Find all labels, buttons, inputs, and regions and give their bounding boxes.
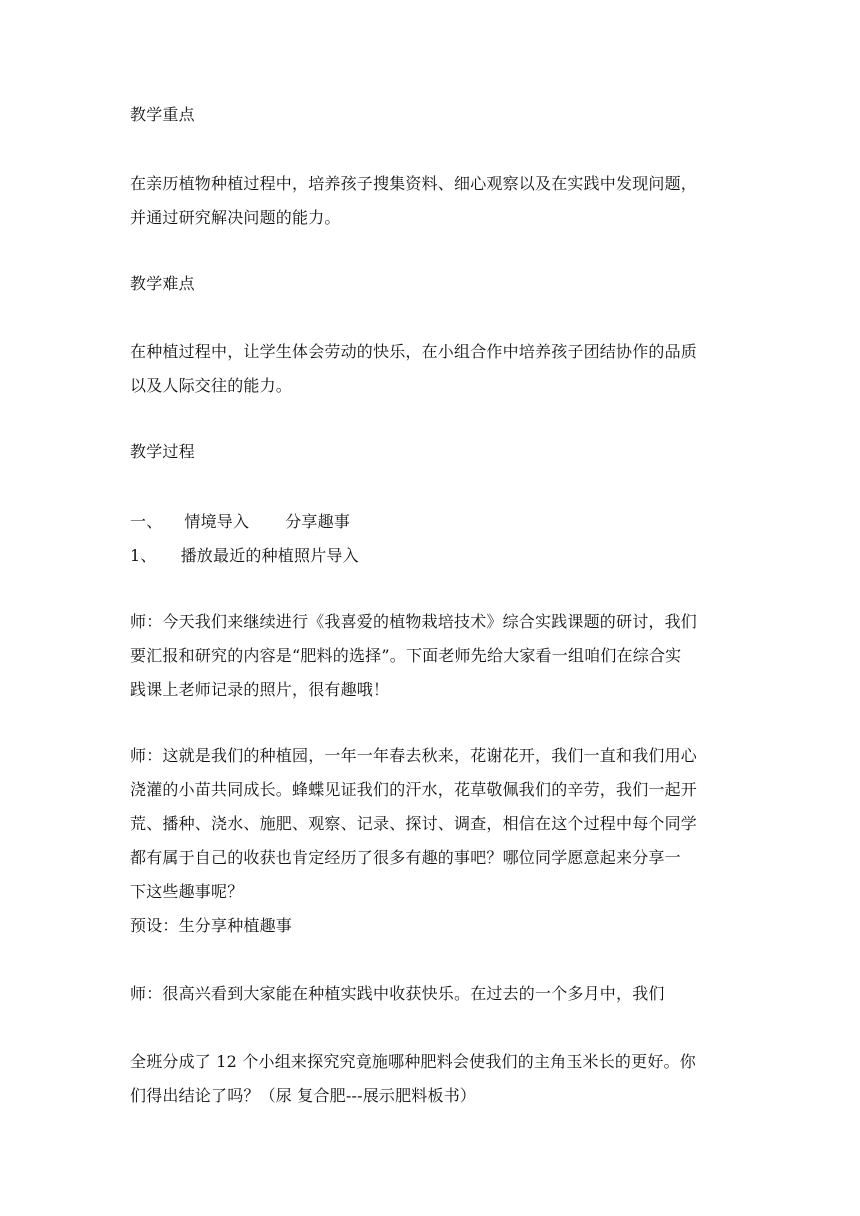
key-points-line-1: 在亲历植物种植过程中，培养孩子搜集资料、细心观察以及在实践中发现问题， <box>130 174 698 193</box>
para-2-line-1: 师：这就是我们的种植园，一年一年春去秋来，花谢花开，我们一直和我们用心 <box>130 746 698 765</box>
para-2-line-5: 下这些趣事呢？ <box>130 882 244 901</box>
para-2-line-2: 浇灌的小苗共同成长。蜂蝶见证我们的汗水，花草敬佩我们的辛劳，我们一起开 <box>130 780 698 799</box>
para-4-line-1: 全班分成了 12 个小组来探究究竟施哪种肥料会使我们的主角玉米长的更好。你 <box>130 1052 696 1071</box>
preset-line: 预设：生分享种植趣事 <box>130 916 293 935</box>
item-1 <box>130 546 750 566</box>
para-1-line-2: 要汇报和研究的内容是“肥料的选择”。下面老师先给大家看一组咱们在综合实 <box>130 646 682 665</box>
heading-key-points: 教学重点 <box>130 105 195 124</box>
key-points-line-2: 并通过研究解决问题的能力。 <box>130 208 341 227</box>
section-1-heading <box>130 512 750 532</box>
para-1-line-1: 师：今天我们来继续进行《我喜爱的植物栽培技术》综合实践课题的研讨，我们 <box>130 612 698 631</box>
item-1-text: 播放最近的种植照片导入 <box>180 546 359 565</box>
difficulties-line-1: 在种植过程中，让学生体会劳动的快乐，在小组合作中培养孩子团结协作的品质 <box>130 342 698 361</box>
para-4-line-2: 们得出结论了吗？（尿 复合肥---展示肥料板书） <box>130 1086 477 1105</box>
heading-difficulties: 教学难点 <box>130 274 195 293</box>
para-2-line-3: 荒、播种、浇水、施肥、观察、记录、探讨、调查，相信在这个过程中每个同学 <box>130 814 698 833</box>
difficulties-line-2: 以及人际交往的能力。 <box>130 376 293 395</box>
heading-process: 教学过程 <box>130 442 195 461</box>
para-3-line-1: 师：很高兴看到大家能在种植实践中收获快乐。在过去的一个多月中，我们 <box>130 984 665 1003</box>
section-1-title-a: 情境导入 <box>184 512 250 531</box>
para-2-line-4: 都有属于自己的收获也肯定经历了很多有趣的事吧？哪位同学愿意起来分享一 <box>130 848 681 867</box>
section-1-number: 一、 <box>130 512 163 531</box>
item-1-number: 1、 <box>130 546 157 565</box>
section-1-title-b: 分享趣事 <box>285 512 351 531</box>
para-1-line-3: 践课上老师记录的照片，很有趣哦！ <box>130 680 390 699</box>
